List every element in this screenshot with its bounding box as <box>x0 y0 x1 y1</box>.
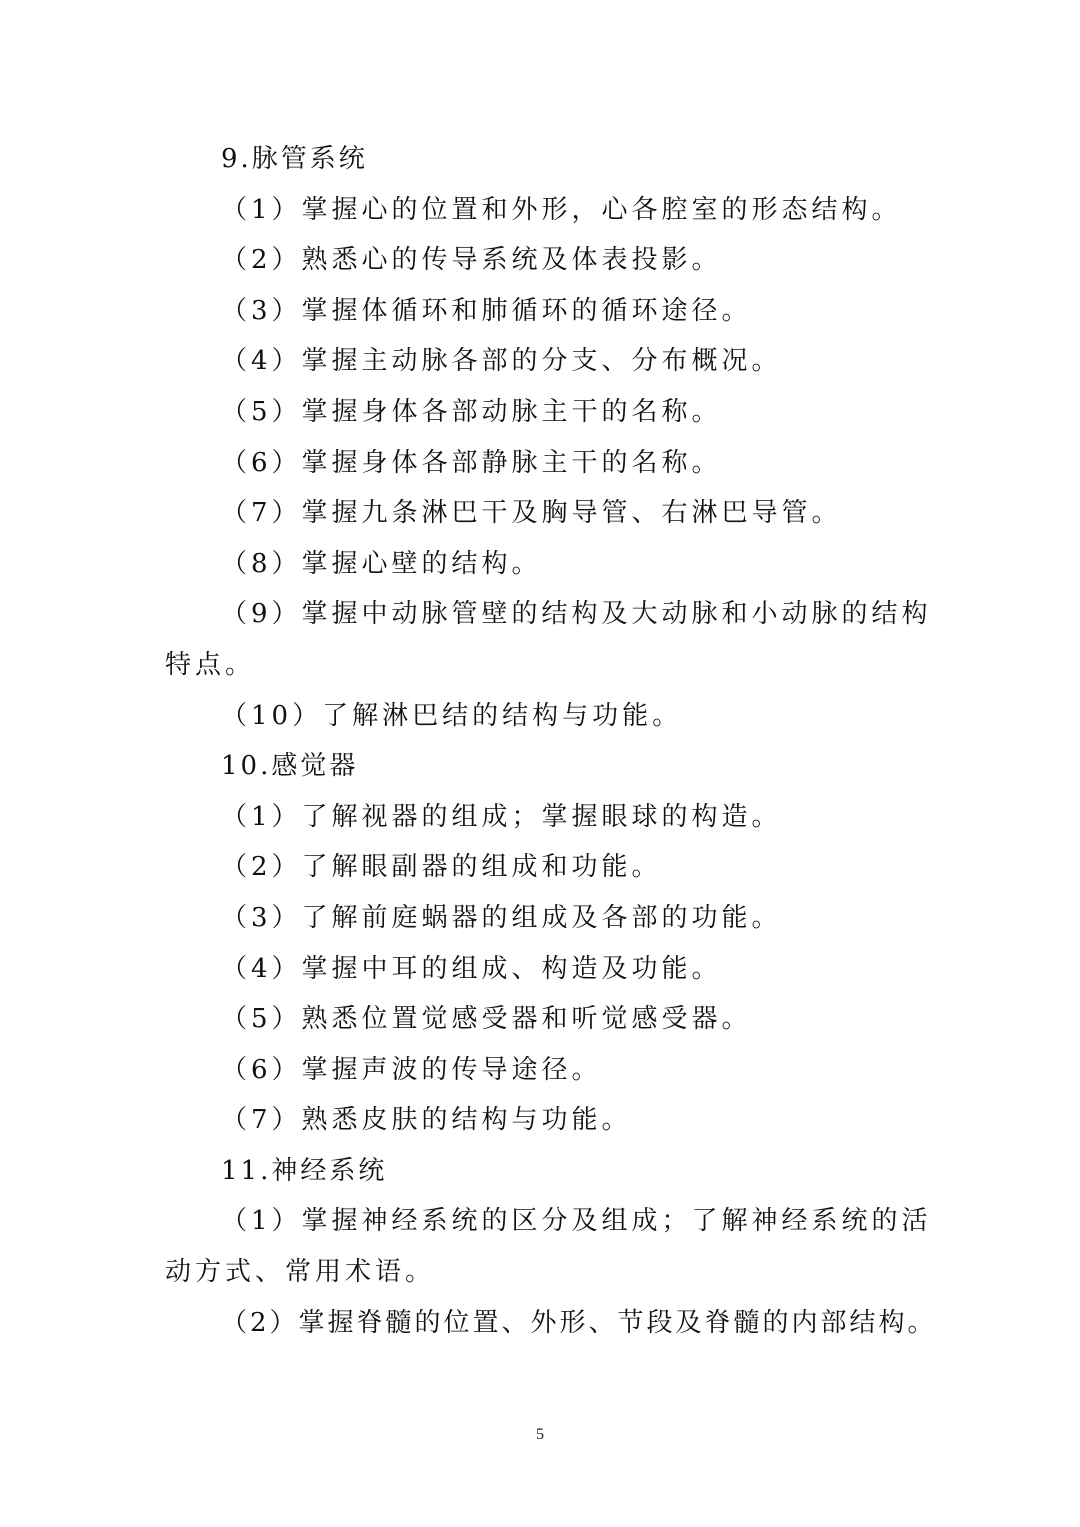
list-item: （4）掌握主动脉各部的分支、分布概况。 <box>221 346 782 377</box>
list-item: （8）掌握心壁的结构。 <box>221 548 542 579</box>
list-item: （6）掌握身体各部静脉主干的名称。 <box>221 447 722 478</box>
section-heading: 10.感觉器 <box>221 751 359 782</box>
list-item: （9）掌握中动脉管壁的结构及大动脉和小动脉的结构 <box>221 599 932 630</box>
page-number: 5 <box>536 1426 544 1443</box>
list-item: （1）了解视器的组成；掌握眼球的构造。 <box>221 801 782 832</box>
section-heading: 11.神经系统 <box>221 1155 388 1186</box>
document-body <box>165 134 937 1348</box>
list-item: （6）掌握声波的传导途径。 <box>221 1054 602 1085</box>
list-item: （1）掌握心的位置和外形，心各腔室的形态结构。 <box>221 194 902 225</box>
list-item: （3）掌握体循环和肺循环的循环途径。 <box>221 295 752 326</box>
list-item-continuation: 特点。 <box>165 649 256 680</box>
list-item: （5）掌握身体各部动脉主干的名称。 <box>221 396 722 427</box>
section-heading: 9.脉管系统 <box>221 144 368 174</box>
list-item: （5）熟悉位置觉感受器和听觉感受器。 <box>221 1004 752 1035</box>
list-item: （2）了解眼副器的组成和功能。 <box>221 852 662 883</box>
list-item: （7）熟悉皮肤的结构与功能。 <box>221 1105 632 1136</box>
list-item: （3）了解前庭蜗器的组成及各部的功能。 <box>221 902 782 933</box>
list-item: （1）掌握神经系统的区分及组成；了解神经系统的活 <box>221 1206 932 1237</box>
list-item: （4）掌握中耳的组成、构造及功能。 <box>221 953 722 984</box>
list-item: （7）掌握九条淋巴干及胸导管、右淋巴导管。 <box>221 498 842 529</box>
list-item: （2）掌握脊髓的位置、外形、节段及脊髓的内部结构。 <box>221 1307 937 1338</box>
list-item-continuation: 动方式、常用术语。 <box>165 1257 436 1288</box>
list-item: （2）熟悉心的传导系统及体表投影。 <box>221 245 722 276</box>
list-item: （10）了解淋巴结的结构与功能。 <box>221 700 683 731</box>
